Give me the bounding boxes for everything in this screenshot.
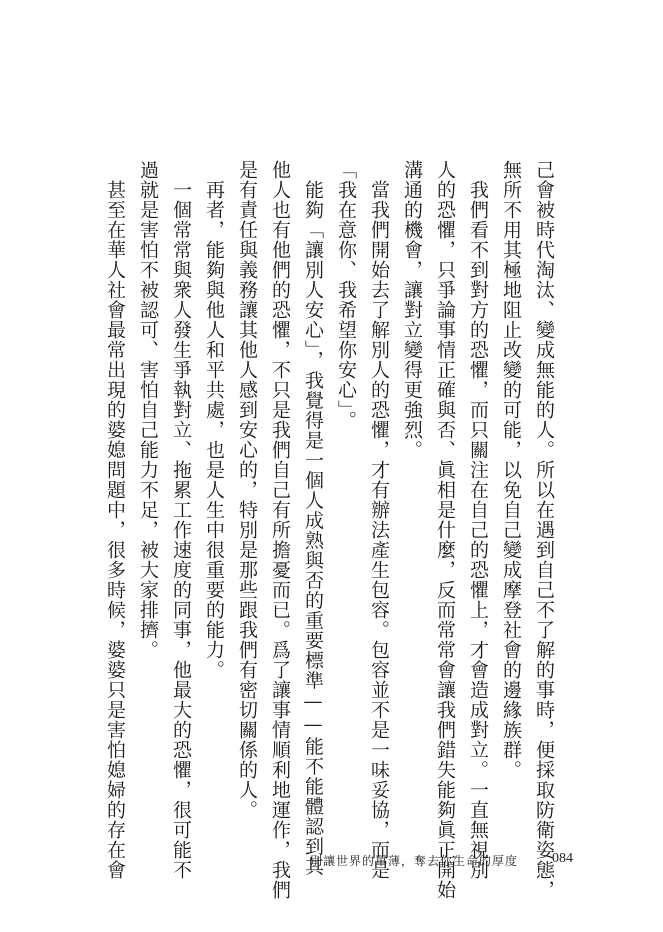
text-line: 人的恐懼，只爭論事情正確與否、眞相是什麼，反而常常會讓我們錯失能夠眞正開始 <box>434 160 456 900</box>
text-line: 甚至在華人社會最常出現的婆媳問題中，很多時候，婆婆只是害怕媳婦的存在會 <box>104 160 126 880</box>
text-line: 他人也有他們的恐懼，不只是我們自己有所擔憂而已。爲了讓事情順利地運作，我們 <box>269 160 291 900</box>
running-footer-title: 別讓世界的單薄，奪去你生命的厚度 <box>309 854 518 868</box>
text-line: 當我們開始去了解別人的恐懼，才有辦法產生包容。包容並不是一味妥協，而是 <box>368 160 390 880</box>
text-line: 無所不用其極地阻止改變的可能，以免自己變成摩登社會的邊緣族群。 <box>500 160 522 780</box>
text-line: 「我在意你、我希望你安心」。 <box>335 160 357 431</box>
page-footer <box>0 852 663 872</box>
text-line: 再者，能夠與他人和平共處，也是人生中很重要的能力。 <box>203 160 225 680</box>
text-line: 一個常常與衆人發生爭執對立、拖累工作速度的同事，他最大的恐懼，很可能不 <box>170 160 192 880</box>
text-line: 能夠「讓別人安心」，我覺得是一個人成熟與否的重要標準——能不能體認到其 <box>302 160 324 877</box>
text-line: 己會被時代淘汰、變成無能的人。所以在遇到自己不了解的事時，便採取防衛姿態， <box>533 160 555 900</box>
text-line: 溝通的機會，讓對立變得更強烈。 <box>401 160 423 460</box>
text-line: 是有責任與義務讓其他人感到安心的，特別是那些跟我們有密切關係的人。 <box>236 160 258 820</box>
text-line: 我們看不到對方的恐懼，而只關注在自己的恐懼上，才會造成對立。一直無視別 <box>467 160 489 880</box>
text-line: 過就是害怕不被認可、害怕自己能力不足，被大家排擠。 <box>137 160 159 660</box>
page-number: 084 <box>552 851 573 866</box>
